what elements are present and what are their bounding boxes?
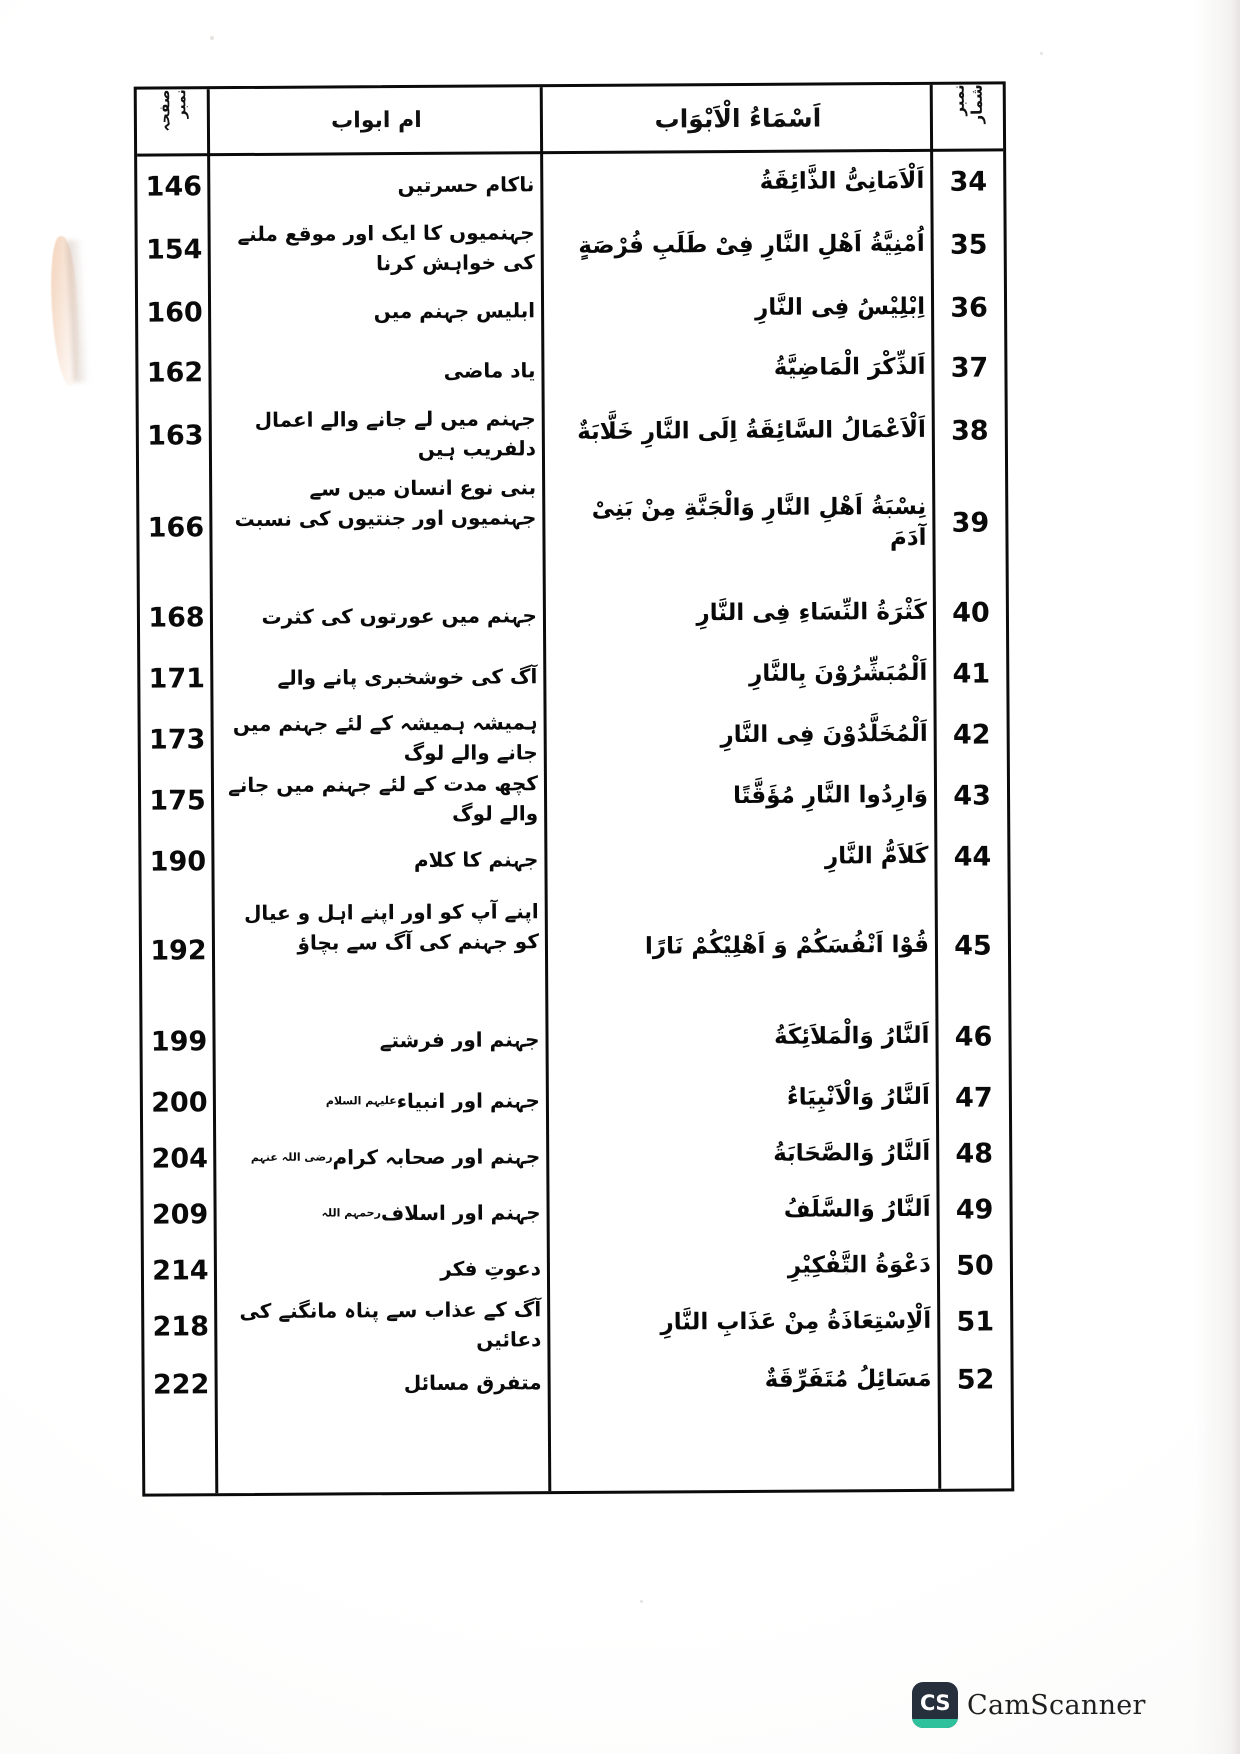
- table-row: [140, 643, 1006, 708]
- page-number-cell: 173: [148, 723, 206, 756]
- honorific-mark: رضی اللہ عنہم: [250, 1150, 333, 1164]
- arabic-chapter-title-cell: وَارِدُوا النَّارِ مُؤَقَّتًا: [733, 782, 929, 810]
- row-number-cell: 52: [956, 1363, 995, 1396]
- urdu-chapter-title-cell: بنی نوع انسان میں سے جہنمیوں اور جنتیوں کی نسبت: [234, 475, 537, 532]
- row-number-cell: 38: [950, 414, 989, 447]
- row-number-cell: 43: [953, 779, 991, 812]
- table-row: [142, 887, 1009, 1008]
- page-number-cell: 162: [146, 356, 204, 389]
- page-number-cell: 192: [150, 934, 207, 967]
- page-number-cell: 171: [148, 662, 206, 695]
- honorific-mark: علیہم السلام: [325, 1093, 397, 1108]
- row-number-cell: 46: [954, 1020, 993, 1053]
- row-number-cell: 42: [952, 718, 991, 751]
- row-number-cell: 47: [955, 1081, 993, 1114]
- page-number-cell: 175: [149, 784, 206, 817]
- row-number-cell: 45: [954, 929, 992, 962]
- row-number-cell: 49: [955, 1193, 994, 1226]
- table-row: [144, 1349, 1010, 1414]
- table-row: [141, 825, 1007, 892]
- table-row: [139, 397, 1005, 468]
- urdu-chapter-title-cell: یاد ماضی: [443, 358, 536, 383]
- arabic-chapter-title-cell: اَلْمُبَشِّرُوْنَ بِالنَّارِ: [749, 660, 928, 688]
- table-row: [140, 581, 1006, 648]
- table-row: [143, 1069, 1009, 1130]
- scan-speck: [210, 36, 214, 40]
- arabic-chapter-title-cell: نِسْبَةُ اَهْلِ النَّارِ وَالْجَنَّةِ مِنْ بَنِىْ آدَمَ: [591, 493, 927, 552]
- page-number-cell: 209: [151, 1198, 209, 1231]
- row-number-cell: 51: [956, 1305, 995, 1338]
- urdu-chapter-title-cell: آگ کی خوشخبری پانے والے: [277, 664, 538, 690]
- arabic-chapter-title-cell: اَلْمُخَلَّدُوْنَ فِى النَّارِ: [720, 721, 928, 749]
- page-number-cell: 222: [152, 1368, 210, 1401]
- arabic-chapter-title-cell: اَلنَّارُ وَالصَّحَابَةُ: [773, 1140, 931, 1168]
- urdu-chapter-title-cell: جہنم کا کلام: [413, 847, 539, 872]
- urdu-chapter-title-cell: جہنمیوں کا ایک اور موقع ملنے کی خواہش کرنا: [237, 220, 535, 276]
- table-header-row: [137, 84, 1003, 153]
- row-number-cell: 35: [949, 228, 988, 261]
- page-number-cell: 199: [150, 1025, 208, 1058]
- urdu-chapter-title-cell: ہمیشہ ہمیشہ کے لئے جہنم میں جانے والے لوگ: [232, 710, 538, 766]
- urdu-chapter-title-cell: کچھ مدت کے لئے جہنم میں جانے والے لوگ: [228, 771, 539, 826]
- honorific-mark: رحمہم اللہ: [321, 1205, 381, 1220]
- row-number-cell: 39: [951, 506, 990, 539]
- urdu-chapter-title-cell: جہنم اور انبیاء علیہم السلام: [325, 1088, 540, 1114]
- urdu-chapter-title-cell: ناکام حسرتیں: [397, 172, 535, 198]
- camscanner-logo-icon: [912, 1682, 958, 1728]
- arabic-chapter-title-cell: اَلْاَعْمَالُ السَّائِقَةُ اِلَى النَّارِ خَلَّابَةٌ: [577, 417, 926, 446]
- table-row: [141, 703, 1007, 770]
- row-number-cell: 41: [952, 657, 991, 690]
- urdu-chapter-title-cell: جہنم میں لے جانے والے اعمال دلفریب ہیں: [254, 406, 536, 461]
- page-number-cell: 154: [145, 233, 203, 266]
- table-row: [142, 1003, 1008, 1074]
- table-row: [138, 277, 1004, 342]
- row-number-cell: 37: [950, 351, 989, 384]
- table-row: [139, 463, 1006, 586]
- urdu-chapter-title-cell: جہنم اور صحابہ کرام رضی اللہ عنہم: [250, 1144, 541, 1170]
- column-header-arabic-title: اَسْمَاءُ الْاَبْوَاب: [654, 102, 822, 133]
- urdu-chapter-title-cell: جہنم اور اسلاف رحمہم اللہ: [321, 1200, 541, 1226]
- table-row: [144, 1293, 1010, 1354]
- table-row: [143, 1125, 1009, 1186]
- arabic-chapter-title-cell: اَلنَّارُ وَالسَّلَفُ: [783, 1196, 931, 1224]
- page-number-cell: 146: [145, 170, 203, 203]
- camscanner-label: CamScanner: [967, 1689, 1146, 1721]
- page-edge-shadow-inner: [1232, 0, 1240, 1754]
- scan-speck: [1040, 52, 1043, 55]
- table-row: [137, 211, 1003, 282]
- page-number-cell: 163: [147, 419, 204, 452]
- column-header-urdu-title: ام ابواب: [331, 107, 422, 133]
- urdu-chapter-title-cell: جہنم اور فرشتے: [379, 1027, 540, 1053]
- page-number-cell: 200: [151, 1086, 208, 1119]
- arabic-chapter-title-cell: دَعْوَةُ التَّفْكِيْرِ: [787, 1252, 931, 1280]
- arabic-chapter-title-cell: قُوْا اَنْفُسَكُمْ وَ اَهْلِيْكُمْ نَارًا: [644, 932, 930, 961]
- page-number-cell: 160: [146, 296, 203, 329]
- camscanner-logo-text: CS: [920, 1690, 950, 1715]
- row-number-cell: 48: [955, 1137, 994, 1170]
- row-number-cell: 40: [952, 596, 990, 629]
- arabic-chapter-title-cell: كَثْرَةُ النِّسَاءِ فِى النَّارِ: [696, 599, 928, 627]
- table-of-contents-table: [134, 81, 1015, 1496]
- table-body: [137, 151, 1011, 1493]
- arabic-chapter-title-cell: اِبْلِيْسُ فِى النَّارِ: [755, 294, 926, 322]
- camscanner-watermark: [912, 1682, 1146, 1728]
- page-number-cell: 214: [152, 1254, 209, 1287]
- scan-speck: [640, 1600, 643, 1603]
- page-number-cell: 168: [148, 601, 205, 634]
- table-row: [137, 151, 1003, 216]
- camscanner-logo-bar: [912, 1719, 958, 1728]
- row-number-cell: 34: [949, 165, 988, 198]
- row-number-cell: 50: [956, 1249, 994, 1282]
- page-number-cell: 218: [152, 1310, 210, 1343]
- column-header-number: نمبر شمار: [949, 84, 986, 124]
- table-row: [141, 765, 1007, 830]
- arabic-chapter-title-cell: مَسَائِلُ مُتَفَرِّقَةٌ: [764, 1366, 932, 1394]
- page-number-cell: 190: [149, 845, 207, 878]
- urdu-chapter-title-cell: متفرق مسائل: [403, 1370, 542, 1396]
- urdu-chapter-title-cell: آگ کے عذاب سے پناہ مانگنے کی دعائیں: [239, 1297, 542, 1352]
- arabic-chapter-title-cell: اَلْاَمَانِىُّ الذَّائِقَةُ: [759, 168, 925, 196]
- urdu-chapter-title-cell: دعوتِ فکر: [440, 1256, 541, 1281]
- table-row: [143, 1181, 1009, 1242]
- arabic-chapter-title-cell: اَلذِّكْرَ الْمَاضِيَّةُ: [773, 354, 926, 382]
- page-number-cell: 204: [151, 1142, 209, 1175]
- row-number-cell: 44: [953, 840, 992, 873]
- row-number-cell: 36: [950, 291, 988, 324]
- arabic-chapter-title-cell: اُمْنِيَّةُ اَهْلِ النَّارِ فِىْ طَلَبِ فُرْصَةٍ: [578, 231, 925, 260]
- urdu-chapter-title-cell: جہنم میں عورتوں کی کثرت: [261, 603, 538, 629]
- arabic-chapter-title-cell: اَلنَّارُ وَالْمَلاَئِكَةُ: [773, 1023, 930, 1051]
- table-row: [138, 337, 1004, 402]
- page-number-cell: 166: [147, 511, 205, 544]
- column-header-page-number: صفحہ نمبر: [157, 89, 190, 132]
- arabic-chapter-title-cell: كَلاَمُّ النَّارِ: [824, 843, 929, 870]
- arabic-chapter-title-cell: اَلْاِسْتِعَاذَةُ مِنْ عَذَابِ النَّارِ: [660, 1308, 932, 1336]
- urdu-chapter-title-cell: اپنے آپ کو اور اپنے اہل و عیال کو جہنم کی آگ سے بچاؤ: [243, 899, 540, 955]
- urdu-chapter-title-cell: ابلیس جہنم میں: [373, 298, 536, 324]
- arabic-chapter-title-cell: اَلنَّارُ وَالْاَنْبِيَاءُ: [786, 1084, 930, 1112]
- table-row: [144, 1237, 1010, 1298]
